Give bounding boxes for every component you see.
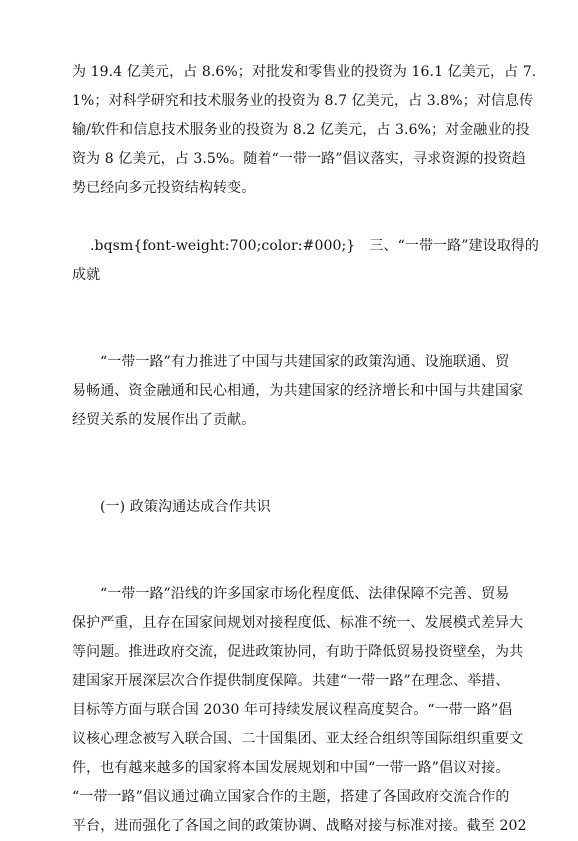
paragraph-line: 保护严重，且存在国家间规划对接程度低、标准不统一、发展模式差异大 [72,615,524,631]
paragraph-line: 等问题。推进政府交流，促进政策协同，有助于降低贸易投资壁垒，为共 [72,644,524,660]
paragraph-line: 建国家开展深层次合作提供制度保障。共建“一带一路”在理念、举措、 [72,673,510,689]
paragraph-line: 1%；对科学研究和技术服务业的投资为 8.7 亿美元，占 3.8%；对信息传 [72,93,534,109]
paragraph-line: 势已经向多元投资结构转变。 [72,180,256,196]
paragraph-line: 目标等方面与联合国 2030 年可持续发展议程高度契合。“一带一路”倡 [72,702,513,718]
paragraph-gap [72,203,508,232]
paragraph-gap [72,290,508,348]
paragraph-line: “一带一路”倡议通过确立国家合作的主题，搭建了各国政府交流合作的 [72,789,510,805]
paragraph-line: “一带一路”有力推进了中国与共建国家的政策沟通、设施联通、贸 [100,354,510,370]
paragraph-line: “一带一路”沿线的许多国家市场化程度低、法律保障不完善、贸易 [100,586,510,602]
paragraph-line: 平台，进而强化了各国之间的政策协调、战略对接与标准对接。截至 202 [72,818,527,834]
section-heading-continuation: 成就 [72,267,101,283]
paragraph-gap [72,435,508,493]
paragraph-gap [72,522,508,580]
paragraph-line: 件，也有越来越多的国家将本国发展规划和中国“一带一路”倡议对接。 [72,760,510,776]
paragraph-line: 议核心理念被写入联合国、二十国集团、亚太经合组织等国际组织重要文 [72,731,524,747]
paragraph-line: 资为 8 亿美元，占 3.5%。随着“一带一路”倡议落实，寻求资源的投资趋 [72,151,526,167]
section-heading-line: .bqsm{font-weight:700;color:#000;} 三、“一带一路”建设取得的 [90,238,540,254]
subsection-heading: (一) 政策沟通达成合作共识 [100,499,271,515]
paragraph-line: 易畅通、资金融通和民心相通，为共建国家的经济增长和中国与共建国家 [72,383,524,399]
paragraph-line: 输/软件和信息技术服务业的投资为 8.2 亿美元，占 3.6%；对金融业的投 [72,122,530,138]
paragraph-line: 为 19.4 亿美元，占 8.6%；对批发和零售业的投资为 16.1 亿美元，占 7. [72,64,537,80]
paragraph-line: 经贸关系的发展作出了贡献。 [72,412,256,428]
